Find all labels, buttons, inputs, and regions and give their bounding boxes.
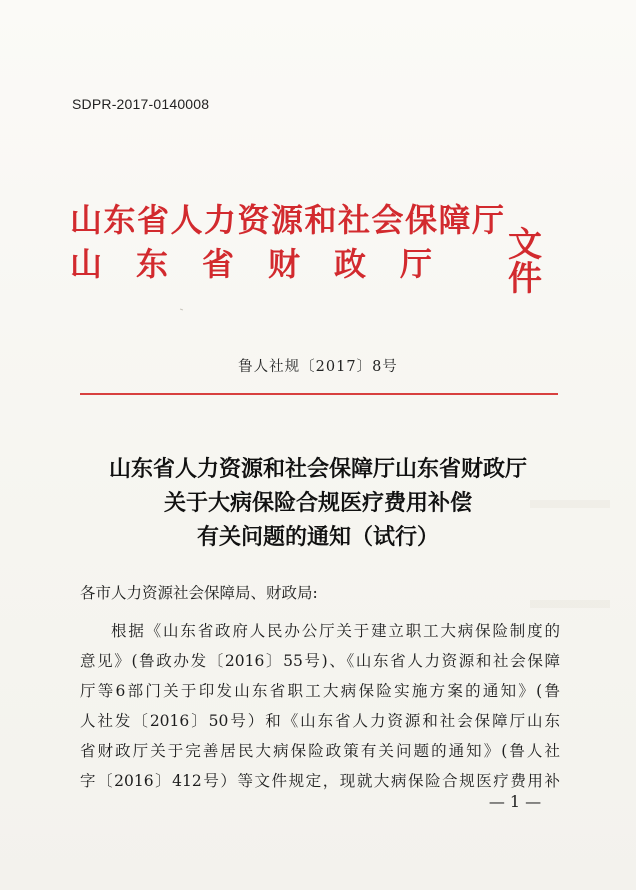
body-line-4: 人社发〔2016〕50号）和《山东省人力资源和社会保障厅山东	[80, 712, 560, 730]
title-line-3: 有关问题的通知（试行）	[196, 524, 439, 550]
bleed-through	[530, 500, 610, 508]
body-line-1: 根据《山东省政府人民办公厅关于建立职工大病保险制度的	[111, 622, 560, 640]
title-line-1: 山东省人力资源和社会保障厅山东省财政厅	[108, 456, 527, 482]
salutation: 各市人力资源社会保障局、财政局:	[80, 584, 318, 602]
title-line-2: 关于大病保险合规医疗费用补偿	[163, 490, 472, 516]
document-body	[80, 582, 560, 796]
issuer-line-1: 山东省人力资源和社会保障厅	[70, 201, 506, 239]
body-line-6: 字〔2016〕412号）等文件规定，现就大病保险合规医疗费用补	[80, 772, 560, 790]
document-id: SDPR-2017-0140008	[72, 96, 210, 112]
red-divider	[80, 393, 558, 395]
scan-speck	[180, 309, 183, 311]
issuer-line-2: 山东省财政厅	[70, 245, 467, 283]
document-type: 文件	[508, 225, 544, 299]
body-line-3: 厅等6部门关于印发山东省职工大病保险实施方案的通知》(鲁	[80, 682, 560, 700]
body-line-2: 意见》(鲁政办发〔2016〕55号)、《山东省人力资源和社会保障	[80, 652, 560, 670]
page-number: — 1 —	[488, 792, 542, 811]
body-paragraph	[80, 616, 560, 796]
red-header	[70, 196, 570, 299]
document-number: 鲁人社规〔2017〕8号	[238, 359, 398, 375]
body-line-5: 省财政厅关于完善居民大病保险政策有关问题的通知》(鲁人社	[80, 742, 560, 760]
